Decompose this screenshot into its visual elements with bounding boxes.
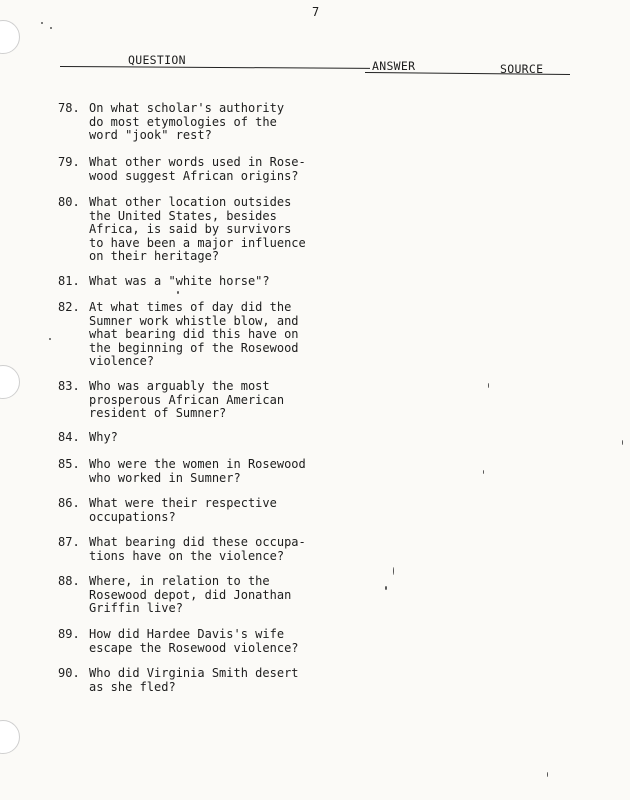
question-text: On what scholar's authority do most etymologies of the word "jook" rest?	[89, 101, 285, 143]
question-number: 84.	[58, 430, 80, 444]
question-item	[58, 628, 348, 655]
question-text: Who did Virginia Smith desert as she fled?	[89, 666, 299, 694]
question-item	[58, 301, 348, 369]
scan-speck	[488, 383, 489, 388]
scan-speck	[483, 470, 484, 474]
question-number: 83.	[58, 379, 80, 393]
question-number: 88.	[58, 574, 80, 588]
question-number: 89.	[58, 627, 80, 641]
question-number: 80.	[58, 195, 80, 209]
scan-speck	[50, 27, 52, 29]
question-number: 79.	[58, 155, 80, 169]
header-rule	[60, 66, 370, 69]
question-text: Where, in relation to the Rosewood depot, did Jonathan Griffin live?	[89, 574, 292, 616]
question-text: What bearing did these occupa- tions have on the violence?	[89, 535, 306, 563]
scan-speck	[385, 586, 387, 590]
scan-speck	[547, 772, 548, 777]
scan-speck	[49, 338, 51, 340]
question-text: What were their respective occupations?	[89, 496, 277, 524]
question-text: At what times of day did the Sumner work whistle blow, and what bearing did this have on the beginning of the Rosewood violence?	[89, 300, 299, 369]
question-number: 78.	[58, 101, 80, 115]
scan-speck	[177, 291, 179, 294]
page-number: 7	[312, 5, 320, 19]
question-item	[58, 667, 348, 694]
question-text: What other location outsides the United States, besides Africa, is said by survivors to have been a major influence on their heritage?	[89, 195, 306, 264]
question-number: 86.	[58, 496, 80, 510]
question-number: 85.	[58, 457, 80, 471]
question-item	[58, 196, 348, 264]
question-text: Why?	[89, 430, 118, 444]
question-item	[58, 275, 348, 289]
column-header-source: SOURCE	[500, 62, 544, 76]
question-item	[58, 497, 348, 524]
question-text: What was a "white horse"?	[89, 274, 270, 288]
question-number: 81.	[58, 274, 80, 288]
question-item	[58, 102, 348, 143]
question-item	[58, 536, 348, 563]
question-item	[58, 575, 348, 616]
question-number: 87.	[58, 535, 80, 549]
column-header-question: QUESTION	[128, 53, 186, 67]
column-header-answer: ANSWER	[372, 59, 416, 73]
question-text: Who was arguably the most prosperous African American resident of Sumner?	[89, 379, 285, 421]
question-item	[58, 380, 348, 421]
scan-speck	[622, 440, 623, 445]
question-text: Who were the women in Rosewood who worked in Sumner?	[89, 457, 306, 485]
question-number: 82.	[58, 300, 80, 314]
punch-hole	[0, 365, 20, 399]
question-item	[58, 431, 348, 445]
question-text: What other words used in Rose- wood suggest African origins?	[89, 155, 306, 183]
scan-speck	[393, 567, 394, 575]
question-item	[58, 156, 348, 183]
question-number: 90.	[58, 666, 80, 680]
question-item	[58, 458, 348, 485]
question-text: How did Hardee Davis's wife escape the Rosewood violence?	[89, 627, 299, 655]
punch-hole	[0, 20, 20, 54]
punch-hole	[0, 720, 20, 754]
scan-speck	[41, 22, 43, 24]
